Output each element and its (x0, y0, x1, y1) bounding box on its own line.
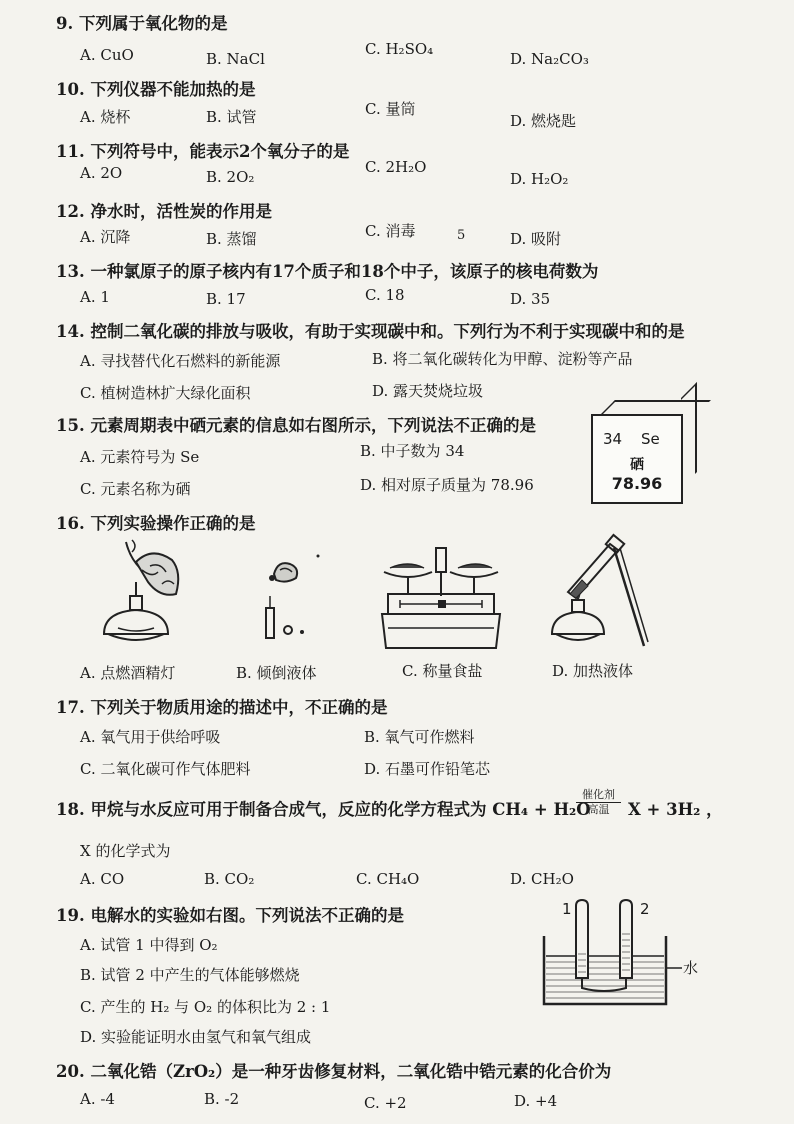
q11-option-a: A. 2O (80, 164, 123, 182)
q13-option-a: A. 1 (80, 288, 110, 306)
q10-option-a: A. 烧杯 (80, 108, 131, 126)
q15-option-c: C. 元素名称为硒 (80, 480, 191, 498)
q11-option-d: D. H₂O₂ (510, 170, 569, 188)
q13-option-d: D. 35 (510, 290, 551, 308)
q18-line2: X 的化学式为 (80, 842, 171, 860)
q12-option-b: B. 蒸馏 (206, 230, 257, 248)
q18-stem: 18. 甲烷与水反应可用于制备合成气，反应的化学方程式为 CH₄ + H₂O (56, 800, 591, 819)
q14-option-c: C. 植树造林扩大绿化面积 (80, 384, 251, 402)
q11-option-c: C. 2H₂O (365, 158, 427, 176)
q20-option-d: D. +4 (514, 1092, 558, 1110)
q12-option-c: C. 消毒 (365, 222, 416, 240)
q14-option-d: D. 露天焚烧垃圾 (372, 382, 484, 400)
q16-stem: 16. 下列实验操作正确的是 (56, 514, 256, 533)
q13-stem: 13. 一种氯原子的原子核内有17个质子和18个中子，该原子的核电荷数为 (56, 262, 599, 281)
catalyst-label: 催化剂 (576, 788, 621, 803)
q15-stem: 15. 元素周期表中硒元素的信息如右图所示，下列说法不正确的是 (56, 416, 536, 435)
q15-option-d: D. 相对原子质量为 78.96 (360, 476, 534, 494)
page-number: 5 (457, 228, 466, 243)
q10-option-b: B. 试管 (206, 108, 257, 126)
q17-option-d: D. 石墨可作铅笔芯 (364, 760, 491, 778)
q16-option-d: D. 加热液体 (552, 662, 634, 680)
q12-option-d: D. 吸附 (510, 230, 562, 248)
q9-option-c: C. H₂SO₄ (365, 40, 434, 58)
q16-option-c: C. 称量食盐 (402, 662, 483, 680)
q17-option-b: B. 氧气可作燃料 (364, 728, 475, 746)
temperature-label: 高温 (587, 803, 610, 816)
pouring-liquid-illustration (262, 550, 332, 650)
q13-option-b: B. 17 (206, 290, 246, 308)
q20-stem: 20. 二氧化锆（ZrO₂）是一种牙齿修复材料，二氧化锆中锆元素的化合价为 (56, 1062, 612, 1081)
q18-product: X + 3H₂ ， (628, 800, 723, 819)
q17-option-a: A. 氧气用于供给呼吸 (80, 728, 221, 746)
element-cell-side-edge (681, 382, 697, 488)
q14-stem: 14. 控制二氧化碳的排放与吸收，有助于实现碳中和。下列行为不利于实现碳中和的是 (56, 322, 685, 341)
q9-option-d: D. Na₂CO₃ (510, 50, 589, 68)
tube-2-label: 2 (640, 900, 650, 918)
q11-stem: 11. 下列符号中，能表示2个氧分子的是 (56, 142, 350, 161)
q12-option-a: A. 沉降 (80, 228, 131, 246)
q20-option-b: B. -2 (204, 1090, 240, 1108)
atomic-number: 34 (603, 430, 623, 448)
element-symbol: Se (641, 430, 660, 448)
q10-option-d: D. 燃烧匙 (510, 112, 577, 130)
q18-option-b: B. CO₂ (204, 870, 255, 888)
q18-option-d: D. CH₂O (510, 870, 574, 888)
atomic-mass: 78.96 (611, 474, 663, 493)
q19-stem: 19. 电解水的实验如右图。下列说法不正确的是 (56, 906, 404, 925)
q17-stem: 17. 下列关于物质用途的描述中，不正确的是 (56, 698, 388, 717)
q10-stem: 10. 下列仪器不能加热的是 (56, 80, 256, 99)
water-electrolysis-apparatus (536, 898, 699, 1008)
q14-option-b: B. 将二氧化碳转化为甲醇、淀粉等产品 (372, 350, 633, 368)
q16-option-a: A. 点燃酒精灯 (80, 664, 176, 682)
tube-1-label: 1 (562, 900, 572, 918)
q10-option-c: C. 量筒 (365, 100, 416, 118)
q9-option-a: A. CuO (80, 46, 134, 64)
q9-option-b: B. NaCl (206, 50, 265, 68)
q18-option-c: C. CH₄O (356, 870, 420, 888)
q18-option-a: A. CO (80, 870, 125, 888)
q19-option-a: A. 试管 1 中得到 O₂ (80, 936, 218, 954)
q13-option-c: C. 18 (365, 286, 405, 304)
water-label: 水 (683, 959, 699, 977)
q15-option-b: B. 中子数为 34 (360, 442, 465, 460)
element-name: 硒 (630, 457, 644, 473)
weighing-salt-illustration (380, 548, 502, 652)
q16-option-b: B. 倾倒液体 (236, 664, 317, 682)
heating-liquid-illustration (548, 538, 648, 650)
q14-option-a: A. 寻找替代化石燃料的新能源 (80, 352, 281, 370)
reaction-condition-arrow (574, 788, 623, 817)
q17-option-c: C. 二氧化碳可作气体肥料 (80, 760, 251, 778)
q19-option-c: C. 产生的 H₂ 与 O₂ 的体积比为 2 : 1 (80, 998, 331, 1016)
lighting-alcohol-lamp-illustration (96, 538, 196, 650)
q19-option-b: B. 试管 2 中产生的气体能够燃烧 (80, 966, 300, 984)
q9-stem: 9. 下列属于氧化物的是 (56, 14, 228, 33)
selenium-element-cell (591, 414, 683, 504)
q12-stem: 12. 净水时，活性炭的作用是 (56, 202, 272, 221)
q15-option-a: A. 元素符号为 Se (80, 448, 200, 466)
q19-option-d: D. 实验能证明水由氢气和氧气组成 (80, 1028, 312, 1046)
q20-option-c: C. +2 (364, 1094, 407, 1112)
q20-option-a: A. -4 (80, 1090, 115, 1108)
q11-option-b: B. 2O₂ (206, 168, 255, 186)
